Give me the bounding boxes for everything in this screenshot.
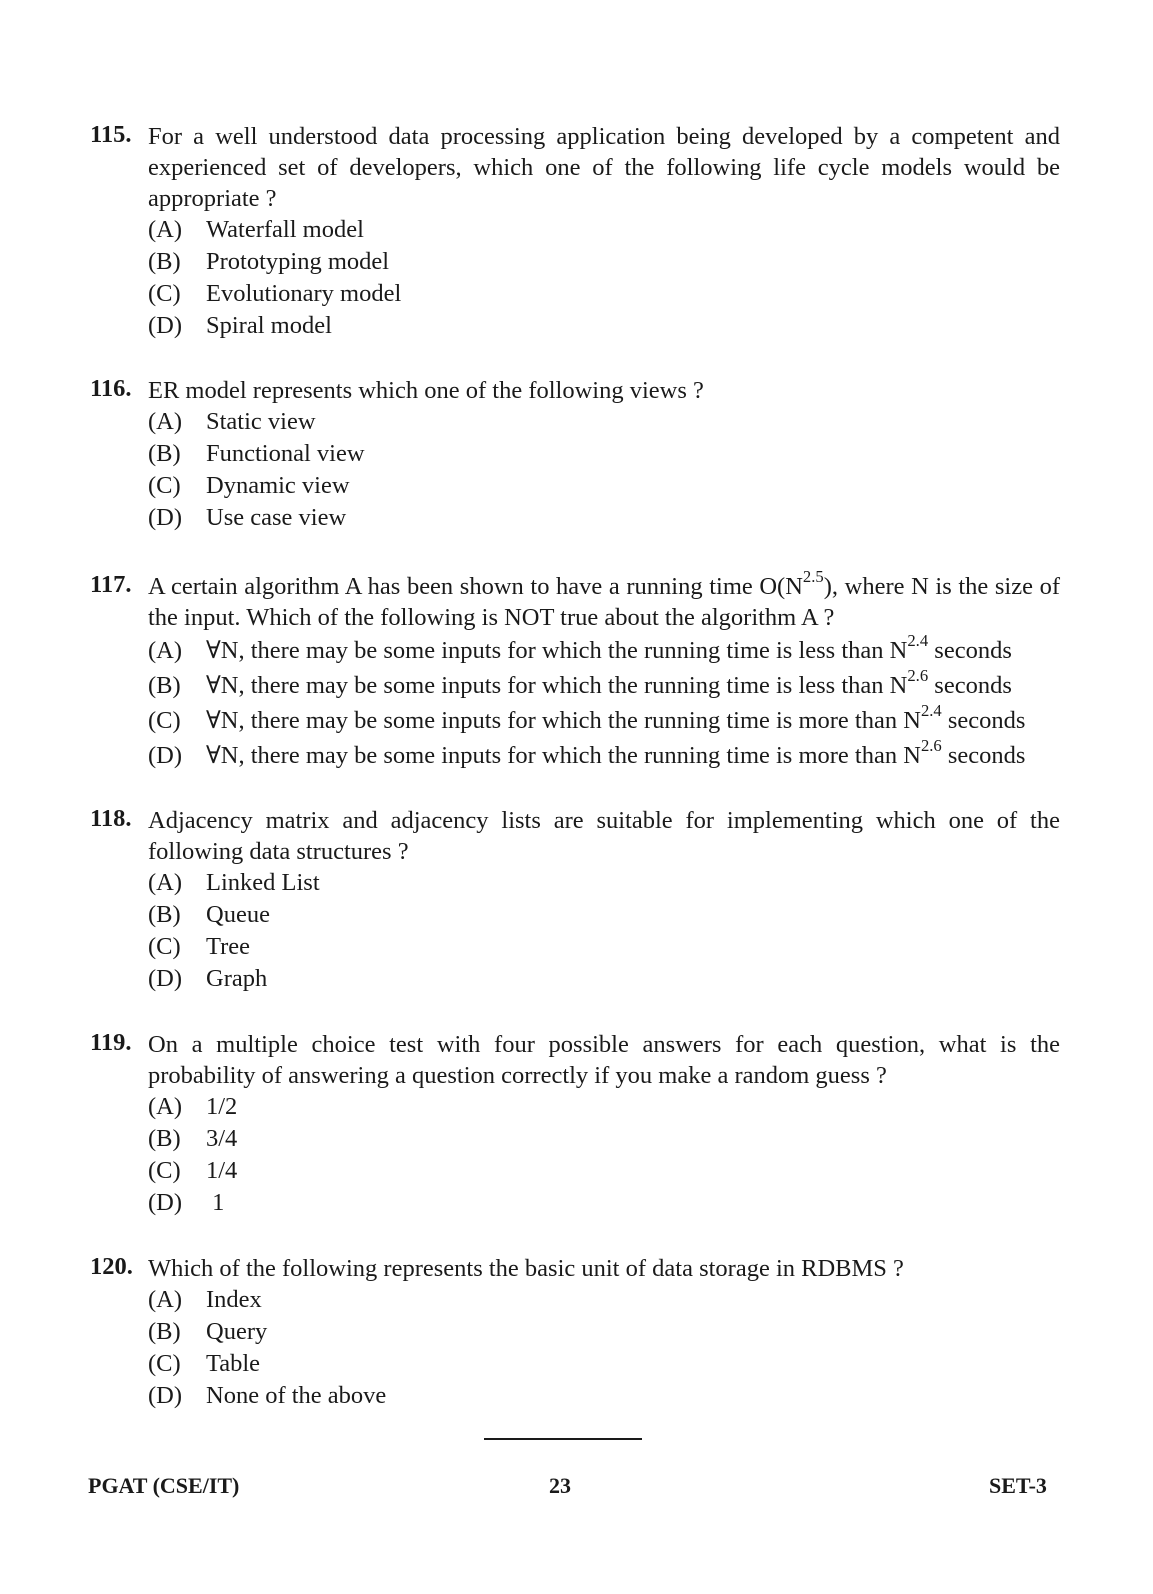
- exponent: 2.6: [907, 666, 929, 686]
- question-text: Adjacency matrix and adjacency lists are suitable for implementing which one of the following data structures ?: [148, 807, 1060, 865]
- option-text: Linked List: [206, 869, 320, 896]
- option-label: (C): [148, 933, 181, 960]
- option-label: (B): [148, 672, 181, 699]
- option-a: [148, 633, 1060, 668]
- option-b: [148, 1123, 1060, 1155]
- option-text: ∀N, there may be some inputs for which the running time is more than $N^{2.4}$ seconds: [206, 701, 1026, 734]
- footer-page-number: 23: [549, 1473, 571, 1498]
- question-text: Which of the following represents the basic unit of data storage in RDBMS ?: [148, 1255, 904, 1282]
- option-a: [148, 214, 1060, 246]
- option-label: (A): [148, 869, 183, 896]
- option-d: [148, 502, 1060, 534]
- question-number: 119.: [90, 1029, 132, 1056]
- option-text: Functional view: [206, 440, 365, 467]
- option-c: [148, 1348, 1060, 1380]
- question-number: 116.: [90, 375, 132, 402]
- option-text: Queue: [206, 901, 270, 928]
- question-120: [90, 1253, 1060, 1412]
- option-d: [148, 1380, 1060, 1412]
- option-c: [148, 703, 1060, 738]
- option-label: (A): [148, 1093, 183, 1120]
- question-119: [90, 1029, 1060, 1219]
- option-label: (B): [148, 1125, 181, 1152]
- question-number: 118.: [90, 805, 132, 832]
- option-text: 1: [206, 1189, 225, 1216]
- option-text: 3/4: [206, 1125, 238, 1152]
- option-label: (D): [148, 312, 183, 339]
- question-text: A certain algorithm A has been shown to have a running time $O(N^{2.5})$, where N is the size of the input. Which of the following is NOT true about the algorithm A ?: [148, 567, 1060, 631]
- option-a: [148, 867, 1060, 899]
- option-text: Graph: [206, 965, 268, 992]
- option-text: Static view: [206, 408, 316, 435]
- question-number: 117.: [90, 571, 132, 598]
- option-c: [148, 470, 1060, 502]
- option-label: (A): [148, 1286, 183, 1313]
- option-label: (D): [148, 965, 183, 992]
- exponent: 2.4: [907, 631, 929, 651]
- option-label: (B): [148, 440, 181, 467]
- option-label: (D): [148, 1382, 183, 1409]
- option-label: (C): [148, 472, 181, 499]
- question-116: [90, 375, 1060, 534]
- question-118: [90, 805, 1060, 995]
- option-c: [148, 278, 1060, 310]
- question-115: [90, 121, 1060, 342]
- option-text: Tree: [206, 933, 251, 960]
- option-d: [148, 310, 1060, 342]
- option-d: [148, 963, 1060, 995]
- option-text: ∀N, there may be some inputs for which the running time is more than $N^{2.6}$ seconds: [206, 736, 1026, 769]
- option-label: (C): [148, 280, 181, 307]
- exponent: 2.6: [920, 736, 942, 756]
- option-text: Evolutionary model: [206, 280, 402, 307]
- option-b: [148, 438, 1060, 470]
- option-label: (B): [148, 248, 181, 275]
- option-text: Prototyping model: [206, 248, 390, 275]
- option-label: (A): [148, 637, 183, 664]
- option-label: (B): [148, 1318, 181, 1345]
- option-text: ∀N, there may be some inputs for which the running time is less than $N^{2.4}$ seconds: [206, 631, 1012, 664]
- option-text: ∀N, there may be some inputs for which the running time is less than $N^{2.6}$ seconds: [206, 666, 1012, 699]
- question-number: 115.: [90, 121, 132, 148]
- option-label: (C): [148, 1157, 181, 1184]
- option-d: [148, 738, 1060, 773]
- option-label: (B): [148, 901, 181, 928]
- option-label: (D): [148, 742, 183, 769]
- option-b: [148, 1316, 1060, 1348]
- option-c: [148, 931, 1060, 963]
- question-text: ER model represents which one of the following views ?: [148, 377, 704, 404]
- option-a: [148, 406, 1060, 438]
- option-text: Spiral model: [206, 312, 332, 339]
- option-label: (A): [148, 216, 183, 243]
- option-label: (D): [148, 504, 183, 531]
- option-label: (A): [148, 408, 183, 435]
- option-text: Waterfall model: [206, 216, 364, 243]
- end-divider: [484, 1438, 642, 1440]
- option-b: [148, 246, 1060, 278]
- option-text: Use case view: [206, 504, 347, 531]
- exponent: 2.5: [802, 567, 824, 587]
- option-b: [148, 668, 1060, 703]
- option-a: [148, 1091, 1060, 1123]
- option-text: Index: [206, 1286, 262, 1313]
- option-b: [148, 899, 1060, 931]
- option-text: Dynamic view: [206, 472, 350, 499]
- question-text: For a well understood data processing application being developed by a competent and experienced set of developers, which one of the following life cycle models would be appropriate ?: [148, 123, 1060, 212]
- option-c: [148, 1155, 1060, 1187]
- question-number: 120.: [90, 1253, 133, 1280]
- question-text: On a multiple choice test with four possible answers for each question, what is the probability of answering a question correctly if you make a random guess ?: [148, 1031, 1060, 1089]
- option-text: 1/2: [206, 1093, 238, 1120]
- footer-exam-code: PGAT (CSE/IT): [88, 1473, 240, 1498]
- option-text: 1/4: [206, 1157, 238, 1184]
- option-a: [148, 1284, 1060, 1316]
- option-label: (D): [148, 1189, 183, 1216]
- option-text: Table: [206, 1350, 261, 1377]
- exponent: 2.4: [920, 701, 942, 721]
- option-d: [148, 1187, 1060, 1219]
- footer-set-code: SET-3: [989, 1473, 1047, 1498]
- option-label: (C): [148, 707, 181, 734]
- option-text: Query: [206, 1318, 268, 1345]
- option-text: None of the above: [206, 1382, 387, 1409]
- option-label: (C): [148, 1350, 181, 1377]
- question-117: [90, 567, 1060, 773]
